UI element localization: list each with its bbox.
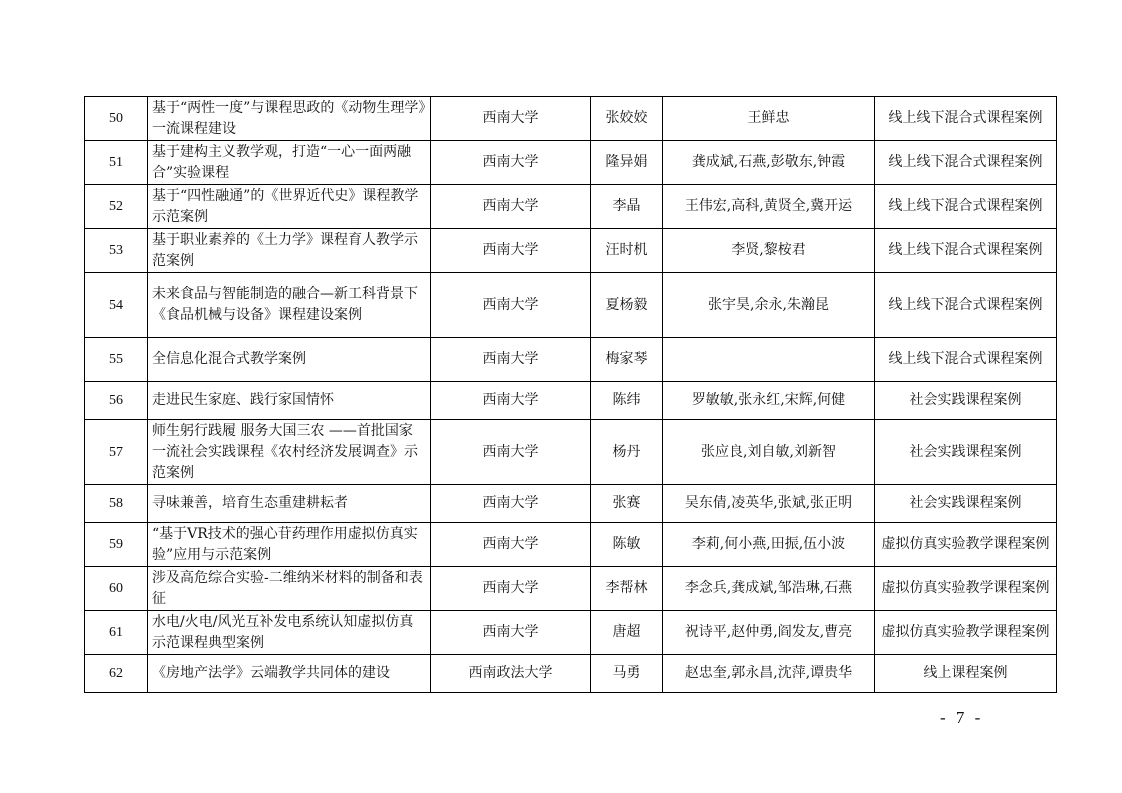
row-number: 60 — [85, 567, 148, 611]
case-category: 线上线下混合式课程案例 — [875, 185, 1057, 229]
team-members — [663, 338, 875, 382]
school-name: 西南大学 — [431, 523, 591, 567]
case-list-table — [84, 96, 1057, 693]
table-row — [85, 655, 1057, 693]
school-name: 西南大学 — [431, 273, 591, 338]
case-title: 未来食品与智能制造的融合—新工科背景下《食品机械与设备》课程建设案例 — [148, 273, 431, 338]
case-title: “基于VR技术的强心苷药理作用虚拟仿真实验”应用与示范案例 — [148, 523, 431, 567]
case-category: 虚拟仿真实验教学课程案例 — [875, 567, 1057, 611]
school-name: 西南大学 — [431, 338, 591, 382]
row-number: 57 — [85, 420, 148, 485]
table-row — [85, 420, 1057, 485]
case-category: 社会实践课程案例 — [875, 382, 1057, 420]
case-title: 师生躬行践履 服务大国三农 ——首批国家一流社会实践课程《农村经济发展调查》示范案例 — [148, 420, 431, 485]
table-row — [85, 97, 1057, 141]
table-row — [85, 141, 1057, 185]
school-name: 西南大学 — [431, 382, 591, 420]
team-members: 赵忠奎,郭永昌,沈萍,谭贵华 — [663, 655, 875, 693]
case-title: 全信息化混合式教学案例 — [148, 338, 431, 382]
school-name: 西南大学 — [431, 420, 591, 485]
leader-name: 陈敏 — [591, 523, 663, 567]
table-row — [85, 523, 1057, 567]
row-number: 50 — [85, 97, 148, 141]
team-members: 祝诗平,赵仲勇,阎发友,曹亮 — [663, 611, 875, 655]
team-members: 吴东倩,凌英华,张斌,张正明 — [663, 485, 875, 523]
leader-name: 李晶 — [591, 185, 663, 229]
row-number: 52 — [85, 185, 148, 229]
school-name: 西南政法大学 — [431, 655, 591, 693]
case-category: 虚拟仿真实验教学课程案例 — [875, 523, 1057, 567]
case-title: 《房地产法学》云端教学共同体的建设 — [148, 655, 431, 693]
case-category: 线上线下混合式课程案例 — [875, 338, 1057, 382]
team-members: 龚成斌,石燕,彭敬东,钟霞 — [663, 141, 875, 185]
school-name: 西南大学 — [431, 567, 591, 611]
row-number: 51 — [85, 141, 148, 185]
leader-name: 隆异娟 — [591, 141, 663, 185]
case-title: 走进民生家庭、践行家国情怀 — [148, 382, 431, 420]
case-title: 基于“两性一度”与课程思政的《动物生理学》一流课程建设 — [148, 97, 431, 141]
leader-name: 汪时机 — [591, 229, 663, 273]
team-members: 李念兵,龚成斌,邹浩琳,石燕 — [663, 567, 875, 611]
team-members: 罗敏敏,张永红,宋辉,何健 — [663, 382, 875, 420]
case-category: 线上线下混合式课程案例 — [875, 273, 1057, 338]
case-category: 虚拟仿真实验教学课程案例 — [875, 611, 1057, 655]
table-row — [85, 338, 1057, 382]
table-row — [85, 185, 1057, 229]
row-number: 56 — [85, 382, 148, 420]
row-number: 53 — [85, 229, 148, 273]
table-body — [85, 97, 1057, 693]
row-number: 62 — [85, 655, 148, 693]
case-category: 线上线下混合式课程案例 — [875, 229, 1057, 273]
case-title: 水电/火电/风光互补发电系统认知虚拟仿真示范课程典型案例 — [148, 611, 431, 655]
case-category: 社会实践课程案例 — [875, 420, 1057, 485]
case-category: 线上课程案例 — [875, 655, 1057, 693]
table-row — [85, 485, 1057, 523]
team-members: 李莉,何小燕,田振,伍小波 — [663, 523, 875, 567]
case-category: 社会实践课程案例 — [875, 485, 1057, 523]
school-name: 西南大学 — [431, 229, 591, 273]
page-number: - 7 - — [940, 708, 984, 727]
team-members: 王鲜忠 — [663, 97, 875, 141]
leader-name: 马勇 — [591, 655, 663, 693]
team-members: 李贤,黎桉君 — [663, 229, 875, 273]
row-number: 54 — [85, 273, 148, 338]
row-number: 55 — [85, 338, 148, 382]
case-category: 线上线下混合式课程案例 — [875, 97, 1057, 141]
case-title: 涉及高危综合实验-二维纳米材料的制备和表征 — [148, 567, 431, 611]
table-row — [85, 382, 1057, 420]
row-number: 61 — [85, 611, 148, 655]
case-title: 基于建构主义教学观，打造“一心一面两融合”实验课程 — [148, 141, 431, 185]
leader-name: 杨丹 — [591, 420, 663, 485]
table-row — [85, 611, 1057, 655]
leader-name: 李帮林 — [591, 567, 663, 611]
table-row — [85, 567, 1057, 611]
table-row — [85, 273, 1057, 338]
case-title: 基于“四性融通”的《世界近代史》课程教学示范案例 — [148, 185, 431, 229]
case-title: 寻味兼善，培育生态重建耕耘者 — [148, 485, 431, 523]
team-members: 张宇昊,余永,朱瀚昆 — [663, 273, 875, 338]
leader-name: 陈纬 — [591, 382, 663, 420]
team-members: 张应良,刘自敏,刘新智 — [663, 420, 875, 485]
school-name: 西南大学 — [431, 485, 591, 523]
team-members: 王伟宏,高科,黄贤全,冀开运 — [663, 185, 875, 229]
leader-name: 张赛 — [591, 485, 663, 523]
leader-name: 夏杨毅 — [591, 273, 663, 338]
leader-name: 梅家琴 — [591, 338, 663, 382]
school-name: 西南大学 — [431, 97, 591, 141]
case-title: 基于职业素养的《土力学》课程育人教学示范案例 — [148, 229, 431, 273]
school-name: 西南大学 — [431, 185, 591, 229]
case-category: 线上线下混合式课程案例 — [875, 141, 1057, 185]
school-name: 西南大学 — [431, 611, 591, 655]
leader-name: 张姣姣 — [591, 97, 663, 141]
school-name: 西南大学 — [431, 141, 591, 185]
leader-name: 唐超 — [591, 611, 663, 655]
row-number: 58 — [85, 485, 148, 523]
row-number: 59 — [85, 523, 148, 567]
table-row — [85, 229, 1057, 273]
